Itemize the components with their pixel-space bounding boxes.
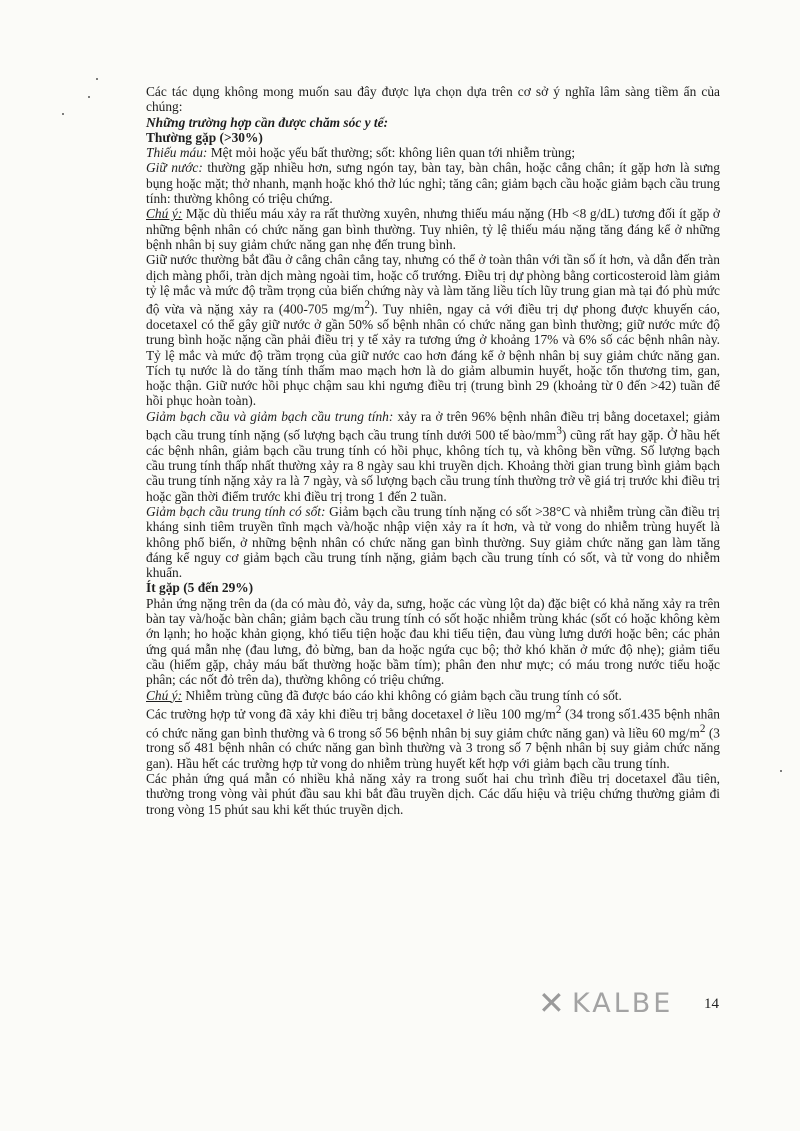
kalbe-logo-text: KALBE — [572, 988, 674, 1019]
note1-paragraph — [146, 206, 720, 252]
fluid-detail-text-a: Giữ nước thường bắt đầu ở cẳng chân cẳng tay, nhưng có thể ở toàn thân với tần số ít hơn, và dẫn đến tràn dịch màng phổi, tràn dịch màng ngoài tim, hoặc cổ trướng. Điều trị dự phòng bằng corticosteroid làm giảm tỷ lệ mắc và mức độ trầm trọng của biến chứng này và làm tăng liều tích lũy trung gian mà tại đó phù mức độ vừa và nặng xảy ra (400-705 mg/m — [146, 252, 720, 317]
uncommon-paragraph: Phản ứng nặng trên da (da có màu đỏ, vảy da, sưng, hoặc các vùng lột da) đặc biệt có khả năng xảy ra trên bàn tay và/hoặc bàn chân; giảm bạch cầu trung tính có sốt hoặc nhiễm trùng khác (sốt có hoặc không kèm ớn lạnh; ho hoặc khản giọng, khó tiểu tiện hoặc đau khi tiểu tiện, đau vùng lưng dưới hoặc bên; các phản ứng quá mẫn nhẹ (đau lưng, đỏ bừng, ban da hoặc ngứa cục bộ; thở khó khăn ở mức độ nhẹ); giảm tiểu cầu (hiếm gặp, chảy máu bất thường hoặc bầm tím); phân đen như mực; có máu trong nước tiểu hoặc phân; các nốt đỏ trên da), thường không có triệu chứng. — [146, 595, 720, 688]
deaths-text-c: (3 trong số 481 bệnh nhân có chức năng gan bình thường và 3 trong số 7 bệnh nhân bị suy giảm chức năng gan). Hầu hết các trường hợp tử vong do nhiễm trùng huyết kết hợp với giảm bạch cầu trung tính. — [146, 725, 720, 771]
scan-speck — [62, 113, 64, 115]
fluid-paragraph — [146, 160, 720, 206]
scan-speck — [88, 96, 90, 98]
fluid-text: thường gặp nhiều hơn, sưng ngón tay, bàn tay, bàn chân, hoặc cẳng chân; ít gặp hơn là sưng bụng hoặc mặt; thở nhanh, mạnh hoặc khó thở lúc nghỉ; tăng cân; giảm bạch cầu hoặc giảm bạch cầu trung tính: thường không có triệu chứng. — [146, 160, 720, 207]
scan-speck — [96, 78, 98, 80]
febrile-term: Giảm bạch cầu trung tính có sốt: — [146, 503, 326, 519]
fluid-detail-paragraph — [146, 252, 720, 408]
deaths-text-b: (34 trong số1.435 bệnh nhân có chức năng gan bình thường và 6 trong số 56 bệnh nhân bị suy giảm chức năng gan) và liều 60 mg/m — [146, 706, 720, 741]
fluid-term: Giữ nước: — [146, 160, 203, 176]
anemia-paragraph — [146, 145, 720, 160]
intro-paragraph: Các tác dụng không mong muốn sau đây được lựa chọn dựa trên cơ sở ý nghĩa lâm sàng tiềm ẩn của chúng: — [146, 84, 720, 115]
document-body — [146, 84, 720, 817]
kalbe-logo-icon: ✕ — [538, 984, 565, 1022]
hypersens-paragraph: Các phản ứng quá mẫn có nhiều khả năng xảy ra trong suốt hai chu trình điều trị docetaxel đầu tiên, thường trong vòng vài phút đầu sau khi bắt đầu truyền dịch. Các dấu hiệu và triệu chứng thường giảm đi trong vòng 15 phút sau khi kết thúc truyền dịch. — [146, 770, 720, 817]
common-heading: Thường gặp (>30%) — [146, 129, 263, 145]
fluid-detail-text-b: ). Tuy nhiên, ngay cả với điều trị dự phong được khuyến cáo, docetaxel có thể gây giữ nước ở gần 50% số bệnh nhân có chức năng gan bình thường; giữ nước mức độ trung bình hoặc nặng cần phải điều trị y tế xảy ra tương ứng ở khoảng 17% và 6% số các bệnh nhân này. Tỷ lệ mắc và mức độ trầm trọng của giữ nước cao hơn đáng kể ở bệnh nhân bị suy giảm chức năng gan. Tích tụ nước là do tăng tính thấm mao mạch hơn là do giảm albumin huyết, hoặc tổn thương tim, gan, hoặc thận. Giữ nước hồi phục chậm sau khi ngưng điều trị (trung bình 29 (khoảng từ 0 đến >42) tuần để hồi phục hoàn toàn). — [146, 301, 720, 409]
anemia-text: Mệt mỏi hoặc yếu bất thường; sốt: không liên quan tới nhiễm trùng; — [207, 145, 576, 161]
leuko-text-a: xảy ra ở trên 96% bệnh nhân điều trị bằng docetaxel; giảm bạch cầu trung tính nặng (số lượng bạch cầu trung tính dưới 500 tế bào/mm — [146, 408, 720, 443]
note2-term: Chú ý: — [146, 687, 183, 703]
anemia-term: Thiếu máu: — [146, 145, 208, 161]
note2-paragraph — [146, 688, 720, 703]
deaths-paragraph — [146, 703, 720, 771]
note1-text: Mặc dù thiếu máu xảy ra rất thường xuyên, nhưng thiếu máu nặng (Hb <8 g/dL) tương đối ít gặp ở những bệnh nhân có chức năng gan bình thường. Tuy nhiên, tỷ lệ thiếu máu nặng tăng đáng kể ở những bệnh nhân bị suy giảm chức năng gan nhẹ đến trung bình. — [146, 206, 720, 252]
note2-text: Nhiễm trùng cũng đã được báo cáo khi không có giảm bạch cầu trung tính có sốt. — [182, 687, 622, 703]
page-number: 14 — [704, 996, 719, 1012]
scan-speck — [780, 770, 782, 772]
leuko-paragraph — [146, 409, 720, 504]
deaths-text-a: Các trường hợp tử vong đã xảy khi điều trị bằng docetaxel ở liều 100 mg/m — [146, 706, 556, 722]
care-heading: Những trường hợp cần được chăm sóc y tế: — [146, 114, 389, 130]
deaths-sup-2: 2 — [699, 722, 706, 735]
deaths-sup-1: 2 — [555, 703, 562, 716]
febrile-text: Giảm bạch cầu trung tính nặng có sốt >38°C và nhiễm trùng cần điều trị kháng sinh tiêm truyền tĩnh mạch và/hoặc nhập viện xảy ra ít hơn, và tử vong do nhiễm trùng huyết là không phổ biến, ở những bệnh nhân có chức năng gan bình thường. Suy giảm chức năng gan làm tăng đáng kể nguy cơ giảm bạch cầu trung tính nặng, giảm bạch cầu trung tính có sốt, và tử vong do nhiễm khuẩn. — [146, 503, 720, 581]
fluid-detail-sup: 2 — [364, 299, 370, 312]
leuko-term: Giảm bạch cầu và giảm bạch cầu trung tính: — [146, 408, 394, 424]
uncommon-heading: Ít gặp (5 đến 29%) — [146, 580, 254, 596]
febrile-paragraph — [146, 504, 720, 580]
note1-term: Chú ý: — [146, 206, 183, 222]
leuko-sup: 3 — [556, 425, 562, 437]
leuko-text-b: ) cũng rất hay gặp. Ở hầu hết các bệnh nhân, giảm bạch cầu trung tính có hồi phục, không tích tụ, và không bền vững. Số lượng bạch cầu trung tính thấp nhất thường xảy ra 8 ngày sau khi truyền dịch. Khoảng thời gian trung bình giảm bạch cầu trung tính nặng xảy ra là 7 ngày, và số lượng bạch cầu trung tính thường trở về giá trị trước khi điều trị hoặc gần thời điểm trước khi điều trị trong 1 đến 2 tuần. — [146, 427, 720, 504]
page-footer — [538, 984, 738, 1028]
